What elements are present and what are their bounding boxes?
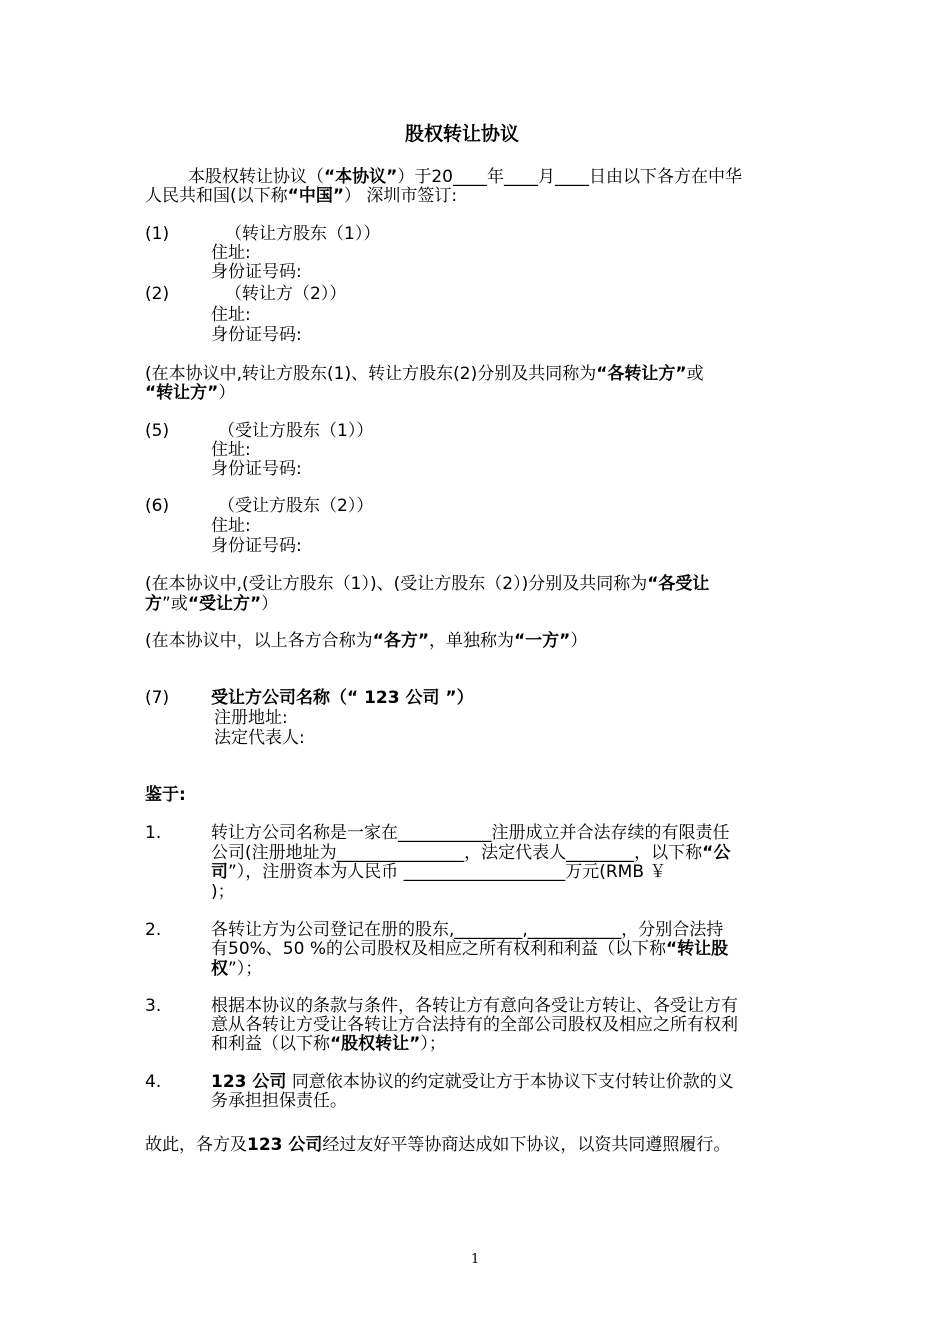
whereas-1-line-1: 转让方公司名称是一家在___________注册成立并合法存续的有限责任 bbox=[211, 823, 730, 843]
intro-line-2 bbox=[145, 186, 457, 206]
closing-text: 经过友好平等协商达成如下协议，以资共同遵照履行。 bbox=[322, 1135, 731, 1155]
party-address: 住址: bbox=[211, 305, 251, 325]
whereas-1-line-4: )； bbox=[211, 882, 235, 902]
closing-statement bbox=[145, 1135, 730, 1155]
company-short-name: （“ 123 公司 ”） bbox=[330, 688, 474, 708]
intro-defined-term: “中国” bbox=[287, 186, 344, 206]
whereas-3-line-2: 意从各转让方受让各转让方合法持有的全部公司股权及相应之所有权利 bbox=[211, 1015, 738, 1035]
whereas-text: 和利益（以下称 bbox=[211, 1034, 330, 1054]
whereas-number: 3. bbox=[145, 996, 162, 1016]
definition-text: (在本协议中,转让方股东(1)、转让方股东(2)分别及共同称为 bbox=[145, 364, 597, 384]
document-title: 股权转让协议 bbox=[405, 123, 520, 145]
whereas-2-line-2 bbox=[211, 939, 728, 959]
whereas-3-line-3 bbox=[211, 1034, 446, 1054]
whereas-text: 同意依本协议的约定就受让方于本协议下支付转让价款的义 bbox=[291, 1072, 734, 1092]
transferee-number: (6) bbox=[145, 496, 170, 516]
definition-text: ） bbox=[261, 594, 279, 614]
transferee-id-number: 身份证号码: bbox=[211, 536, 302, 556]
company-name-label: 受让方公司名称 bbox=[211, 688, 330, 708]
parties-definition bbox=[145, 631, 587, 651]
intro-text: ）于20____年____月____日由以下各方在中华 bbox=[397, 167, 742, 187]
transferee-id-number: 身份证号码: bbox=[211, 459, 302, 479]
definition-text: (在本协议中，以上各方合称为 bbox=[145, 631, 373, 651]
transferee-name: （受让方股东（2）） bbox=[218, 496, 374, 516]
definition-term: “各转让方” bbox=[596, 364, 687, 384]
whereas-2-line-3 bbox=[211, 959, 262, 979]
whereas-term: “转让股 bbox=[665, 939, 729, 959]
party-id-number: 身份证号码: bbox=[211, 325, 302, 345]
party-id-number: 身份证号码: bbox=[211, 262, 302, 282]
whereas-4-line-2: 务承担担保责任。 bbox=[211, 1091, 347, 1111]
whereas-number: 4. bbox=[145, 1072, 162, 1092]
definition-text: ，单独称为 bbox=[429, 631, 514, 651]
definition-term: “一方” bbox=[514, 631, 571, 651]
whereas-term: 司 bbox=[211, 862, 228, 882]
definition-text: ） bbox=[218, 383, 236, 403]
party-address: 住址: bbox=[211, 243, 251, 263]
transferee-number: (5) bbox=[145, 421, 170, 441]
whereas-text: ”）； bbox=[228, 959, 263, 979]
party-number: (1) bbox=[145, 224, 170, 244]
definition-term: “受让方” bbox=[187, 594, 262, 614]
transferee-address: 住址: bbox=[211, 440, 251, 460]
transferee-definition-line-1 bbox=[145, 574, 709, 594]
definition-text: ”或 bbox=[162, 594, 188, 614]
whereas-4-line-1 bbox=[211, 1072, 734, 1092]
whereas-term: 123 公司 bbox=[211, 1072, 287, 1092]
whereas-1-line-3 bbox=[211, 862, 666, 882]
company-registered-address: 注册地址: bbox=[214, 708, 288, 728]
whereas-2-line-1: 各转让方为公司登记在册的股东,________,___________，分别合法持 bbox=[211, 920, 724, 940]
party-name: （转让方股东（1）） bbox=[225, 224, 381, 244]
definition-term: 方 bbox=[145, 594, 162, 614]
definition-term: “各受让 bbox=[647, 574, 710, 594]
intro-defined-term: “本协议” bbox=[324, 167, 398, 187]
transferor-definition-line-2 bbox=[145, 383, 235, 403]
whereas-text: 有50%、50 %的公司股权及相应之所有权利和利益（以下称 bbox=[211, 939, 666, 959]
intro-text: 本股权转让协议（ bbox=[188, 167, 324, 187]
definition-text: ） bbox=[570, 631, 588, 651]
company-name bbox=[211, 688, 474, 708]
party-name: （转让方（2）） bbox=[225, 284, 347, 304]
whereas-term: 权 bbox=[211, 959, 228, 979]
party-number: (2) bbox=[145, 284, 170, 304]
whereas-term: “股权转让” bbox=[330, 1034, 421, 1054]
whereas-number: 2. bbox=[145, 920, 162, 940]
company-legal-representative: 法定代表人: bbox=[214, 728, 305, 748]
intro-line-1 bbox=[188, 167, 742, 187]
definition-text: (在本协议中,(受让方股东（1）)、(受让方股东（2）)分别及共同称为 bbox=[145, 574, 648, 594]
closing-text: 故此，各方及 bbox=[145, 1135, 247, 1155]
transferee-address: 住址: bbox=[211, 516, 251, 536]
intro-text: 人民共和国(以下称 bbox=[145, 186, 288, 206]
company-number: (7) bbox=[145, 688, 170, 708]
whereas-text: 公司(注册地址为_______________，法定代表人________，以下称 bbox=[211, 843, 703, 863]
whereas-text: ）； bbox=[420, 1034, 446, 1054]
whereas-term: “公 bbox=[702, 843, 731, 863]
transferee-name: （受让方股东（1）） bbox=[218, 421, 374, 441]
transferee-definition-line-2 bbox=[145, 594, 278, 614]
definition-term: “转让方” bbox=[145, 383, 219, 403]
definition-text: 或 bbox=[686, 364, 704, 384]
closing-company: 123 公司 bbox=[247, 1135, 323, 1155]
page-number: 1 bbox=[471, 1252, 480, 1267]
whereas-number: 1. bbox=[145, 823, 162, 843]
intro-text: ） 深圳市签订: bbox=[344, 186, 458, 206]
transferor-definition-line-1 bbox=[145, 364, 704, 384]
whereas-heading: 鉴于: bbox=[145, 785, 186, 805]
whereas-text: ___________________万元(RMB ￥ bbox=[403, 862, 667, 882]
whereas-3-line-1: 根据本协议的条款与条件，各转让方有意向各受让方转让、各受让方有 bbox=[211, 996, 738, 1016]
definition-term: “各方” bbox=[372, 631, 429, 651]
whereas-1-line-2 bbox=[211, 843, 730, 863]
whereas-text: ”），注册资本为人民币 bbox=[228, 862, 399, 882]
